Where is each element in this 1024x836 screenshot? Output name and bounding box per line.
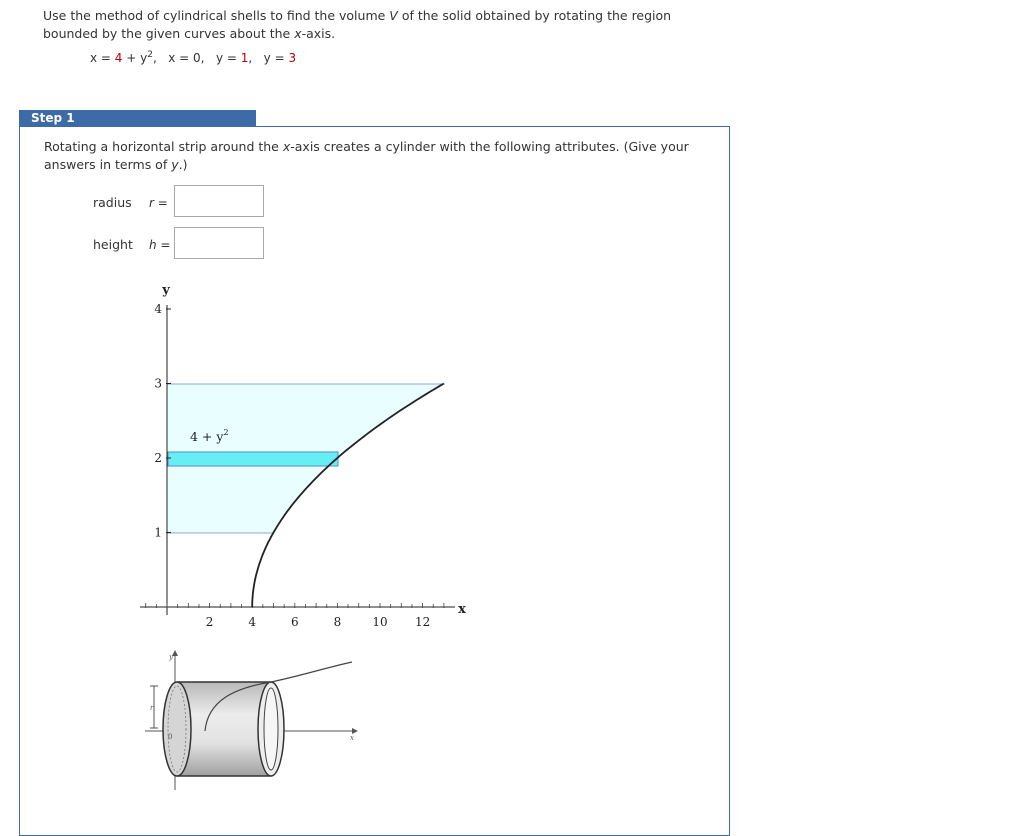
height-label: height [93,237,133,252]
x-tick-label: 10 [372,615,388,629]
curve-eq-1: $x = 4 + y^2$, [90,50,157,65]
y-tick-label: 4 [154,302,162,316]
height-var: h = [149,238,171,252]
x-tick-label: 4 [248,615,257,629]
y-tick-label: 3 [154,376,162,391]
x-tick-label: 2 [205,615,214,629]
zero-label: 0 [168,733,173,741]
problem-text: Use the method of cylindrical shells to find the volume [43,8,390,23]
r-label: r [150,704,154,712]
x-tick-label: 6 [290,615,299,629]
radius-label: radius [93,195,132,210]
curve-eq-2: x = 0, [168,51,205,65]
x-tick-label: 8 [333,615,342,629]
curve-eq-4: y = 3 [263,51,297,65]
y-axis-label: y [162,283,170,298]
x-label-2: x [350,734,354,742]
curve-eq-3: y = 1, [215,51,253,65]
y-label-2: y [169,653,173,661]
radius-var: r = [149,196,168,210]
x-tick-label: 12 [414,615,431,629]
problem-text: of the solid obtained by rotating the region bounded by the given curves about the [43,8,672,41]
volume-var: V [389,8,398,23]
y-tick-label: 1 [154,525,162,540]
x-axis-label: x [458,602,466,617]
y-tick-label: 2 [154,451,162,465]
problem-text: -axis. [301,26,336,41]
cylinder-left-end [163,682,191,776]
curve-label: $4 + y^2$ [190,428,229,444]
step-instructions: Rotating a horizontal strip around the x-axis creates a cylinder with the following attributes. (Give your answers in terms of y.) [44,139,689,172]
axis-var: x [294,26,302,41]
step-label: Step 1 [19,110,256,127]
